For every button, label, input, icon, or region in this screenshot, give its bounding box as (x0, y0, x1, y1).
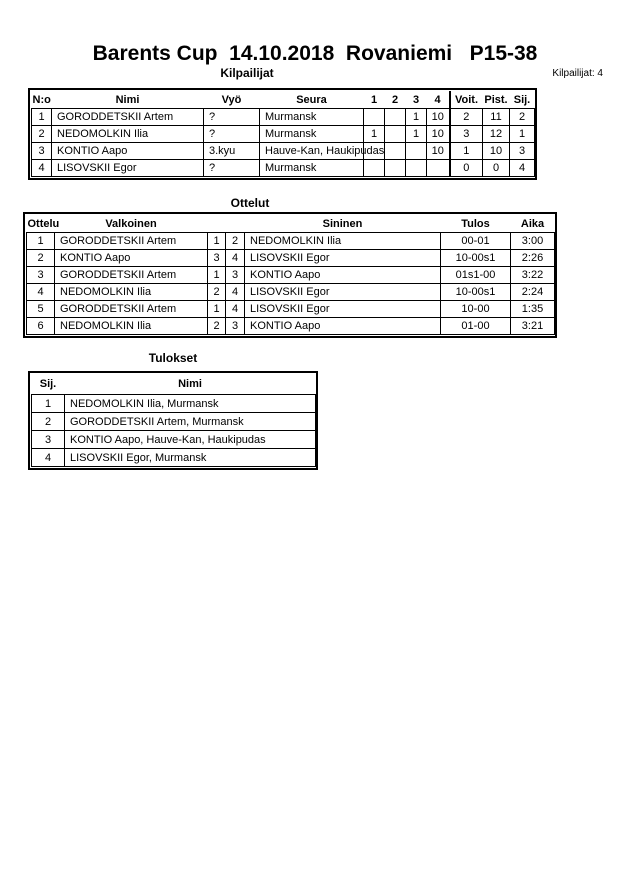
col-header-nimi: Nimi (65, 374, 316, 395)
club-cell: Hauve-Kan, Haukipudas (260, 143, 364, 160)
col-header-tulos: Tulos (441, 215, 511, 233)
result-name-cell: KONTIO Aapo, Hauve-Kan, Haukipudas (65, 431, 316, 449)
white-name-cell: NEDOMOLKIN Ilia (55, 284, 208, 301)
table-row (27, 284, 555, 301)
white-number-cell: 1 (208, 233, 226, 250)
competitor-number-cell: 3 (32, 143, 52, 160)
table-row (32, 160, 535, 177)
col-header-voit: Voit. (450, 91, 483, 109)
page-title: Barents Cup 14.10.2018 Rovaniemi P15-38 (92, 42, 538, 65)
round-2-cell (385, 143, 406, 160)
col-header-seura: Seura (260, 91, 364, 109)
wins-cell: 2 (450, 109, 483, 126)
table-row (27, 301, 555, 318)
blue-number-cell: 4 (226, 284, 245, 301)
results-table-grid (31, 374, 316, 467)
belt-cell: ? (204, 160, 260, 177)
col-header-sij: Sij. (32, 374, 65, 395)
time-cell: 3:22 (511, 267, 555, 284)
blue-name-cell: KONTIO Aapo (245, 267, 441, 284)
blue-name-cell: NEDOMOLKIN Ilia (245, 233, 441, 250)
section-title-kilpailijat: Kilpailijat (220, 66, 274, 80)
time-cell: 1:35 (511, 301, 555, 318)
white-number-cell: 1 (208, 267, 226, 284)
blue-name-cell: LISOVSKII Egor (245, 284, 441, 301)
round-2-cell (385, 126, 406, 143)
blue-number-cell: 3 (226, 318, 245, 335)
club-cell: Murmansk (260, 126, 364, 143)
table-row (32, 413, 316, 431)
table-row (32, 143, 535, 160)
round-1-cell: 1 (364, 126, 385, 143)
white-name-cell: GORODDETSKII Artem (55, 267, 208, 284)
blue-name-cell: LISOVSKII Egor (245, 301, 441, 318)
placement-cell: 3 (510, 143, 535, 160)
time-cell: 3:21 (511, 318, 555, 335)
table-row (27, 318, 555, 335)
blue-number-cell: 2 (226, 233, 245, 250)
round-4-cell: 10 (427, 126, 450, 143)
result-name-cell: GORODDETSKII Artem, Murmansk (65, 413, 316, 431)
wins-cell: 1 (450, 143, 483, 160)
time-cell: 3:00 (511, 233, 555, 250)
match-number-cell: 3 (27, 267, 55, 284)
round-2-cell (385, 160, 406, 177)
competitors-table-grid (31, 91, 535, 177)
points-cell: 0 (483, 160, 510, 177)
col-header-pist: Pist. (483, 91, 510, 109)
round-2-cell (385, 109, 406, 126)
table-row (32, 431, 316, 449)
table-header-row (32, 91, 535, 109)
table-row (32, 395, 316, 413)
result-name-cell: LISOVSKII Egor, Murmansk (65, 449, 316, 467)
placement-cell: 4 (32, 449, 65, 467)
placement-cell: 2 (510, 109, 535, 126)
col-header-round-2: 2 (385, 91, 406, 109)
table-row (27, 267, 555, 284)
competitor-name-cell: KONTIO Aapo (52, 143, 204, 160)
col-header-round-1: 1 (364, 91, 385, 109)
table-row (32, 449, 316, 467)
competitor-number-cell: 4 (32, 160, 52, 177)
belt-cell: 3.kyu (204, 143, 260, 160)
placement-cell: 1 (32, 395, 65, 413)
competitor-name-cell: LISOVSKII Egor (52, 160, 204, 177)
white-number-cell: 2 (208, 284, 226, 301)
section-title-tulokset: Tulokset (148, 351, 198, 365)
results-table (28, 371, 318, 470)
col-header-round-3: 3 (406, 91, 427, 109)
col-header-white-number (208, 215, 226, 233)
col-header-vyo: Vyö (204, 91, 260, 109)
club-cell: Murmansk (260, 160, 364, 177)
belt-cell: ? (204, 126, 260, 143)
placement-cell: 1 (510, 126, 535, 143)
round-3-cell (406, 160, 427, 177)
result-cell: 01-00 (441, 318, 511, 335)
match-number-cell: 2 (27, 250, 55, 267)
blue-name-cell: LISOVSKII Egor (245, 250, 441, 267)
col-header-round-4: 4 (427, 91, 450, 109)
placement-cell: 4 (510, 160, 535, 177)
result-name-cell: NEDOMOLKIN Ilia, Murmansk (65, 395, 316, 413)
result-cell: 10-00 (441, 301, 511, 318)
white-number-cell: 1 (208, 301, 226, 318)
result-cell: 10-00s1 (441, 250, 511, 267)
table-row (32, 109, 535, 126)
round-4-cell: 10 (427, 109, 450, 126)
round-3-cell: 1 (406, 109, 427, 126)
round-4-cell: 10 (427, 143, 450, 160)
match-number-cell: 5 (27, 301, 55, 318)
belt-cell: ? (204, 109, 260, 126)
points-cell: 11 (483, 109, 510, 126)
competitors-table (28, 88, 537, 180)
col-header-sij: Sij. (510, 91, 535, 109)
result-cell: 00-01 (441, 233, 511, 250)
white-name-cell: KONTIO Aapo (55, 250, 208, 267)
result-cell: 10-00s1 (441, 284, 511, 301)
matches-table (23, 212, 557, 338)
points-cell: 12 (483, 126, 510, 143)
col-header-sininen: Sininen (245, 215, 441, 233)
time-cell: 2:24 (511, 284, 555, 301)
round-1-cell (364, 160, 385, 177)
round-1-cell (364, 109, 385, 126)
club-cell: Murmansk (260, 109, 364, 126)
col-header-aika: Aika (511, 215, 555, 233)
match-number-cell: 4 (27, 284, 55, 301)
blue-number-cell: 3 (226, 267, 245, 284)
round-3-cell: 1 (406, 126, 427, 143)
wins-cell: 3 (450, 126, 483, 143)
white-number-cell: 3 (208, 250, 226, 267)
competitor-name-cell: GORODDETSKII Artem (52, 109, 204, 126)
table-row (27, 233, 555, 250)
placement-cell: 2 (32, 413, 65, 431)
table-header-row (27, 215, 555, 233)
blue-name-cell: KONTIO Aapo (245, 318, 441, 335)
table-header-row (32, 374, 316, 395)
placement-cell: 3 (32, 431, 65, 449)
section-title-ottelut: Ottelut (230, 196, 270, 210)
blue-number-cell: 4 (226, 301, 245, 318)
white-name-cell: GORODDETSKII Artem (55, 301, 208, 318)
time-cell: 2:26 (511, 250, 555, 267)
match-number-cell: 1 (27, 233, 55, 250)
white-name-cell: NEDOMOLKIN Ilia (55, 318, 208, 335)
round-4-cell (427, 160, 450, 177)
white-number-cell: 2 (208, 318, 226, 335)
points-cell: 10 (483, 143, 510, 160)
col-header-valkoinen: Valkoinen (55, 215, 208, 233)
table-row (32, 126, 535, 143)
col-header-blue-number (226, 215, 245, 233)
matches-table-grid (26, 215, 555, 335)
table-row (27, 250, 555, 267)
col-header-no: N:o (32, 91, 52, 109)
competitors-count: Kilpailijat: 4 (552, 68, 603, 79)
match-number-cell: 6 (27, 318, 55, 335)
round-3-cell (406, 143, 427, 160)
competitor-number-cell: 2 (32, 126, 52, 143)
wins-cell: 0 (450, 160, 483, 177)
competitor-number-cell: 1 (32, 109, 52, 126)
competitor-name-cell: NEDOMOLKIN Ilia (52, 126, 204, 143)
col-header-nimi: Nimi (52, 91, 204, 109)
white-name-cell: GORODDETSKII Artem (55, 233, 208, 250)
result-cell: 01s1-00 (441, 267, 511, 284)
blue-number-cell: 4 (226, 250, 245, 267)
col-header-ottelu: Ottelu (27, 215, 55, 233)
